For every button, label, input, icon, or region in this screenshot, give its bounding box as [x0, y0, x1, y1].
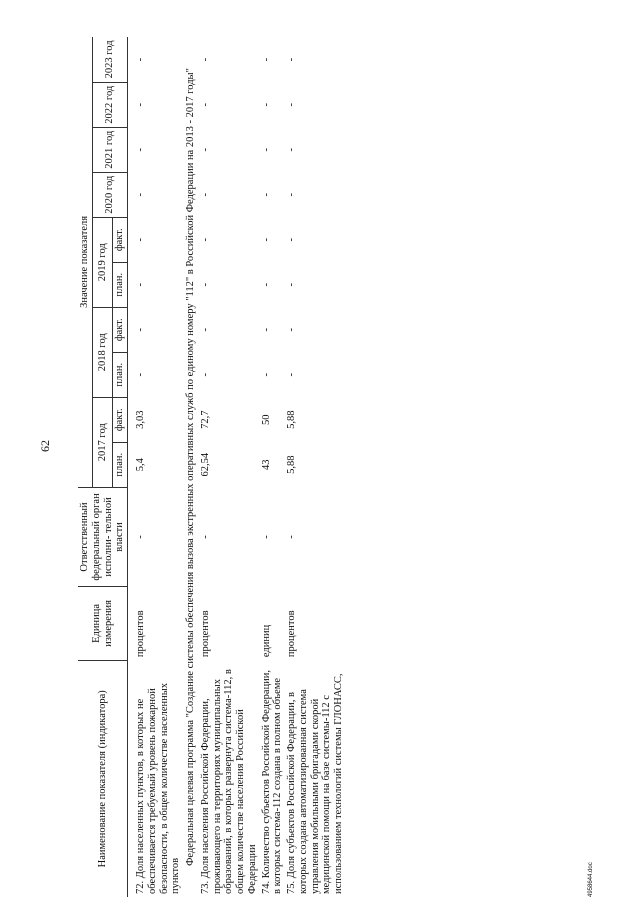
indicator-responsible: - — [260, 535, 272, 539]
page-number: 62 — [38, 440, 52, 452]
indicator-responsible: - — [199, 535, 211, 539]
value-cell: - — [135, 282, 146, 287]
value-cell: - — [199, 327, 211, 332]
value-cell: - — [286, 192, 297, 197]
value-cell: - — [135, 57, 146, 62]
document-code: 4958644.doc — [588, 862, 594, 897]
col-header-unit: Единица измерения — [78, 587, 128, 660]
value-cell: 62,54 — [199, 452, 211, 477]
value-cell: - — [286, 327, 297, 332]
indicator-name: 75. Доля субъектов Российской Федерации, в которых создана автоматизированная система управления мобильными бригадами скорой медицинской помощи на базе системы-112 с использованием технологий системы ГЛОНАСС, — [286, 673, 344, 894]
table-row — [199, 37, 260, 897]
fact-header: факт. — [113, 397, 128, 442]
indicator-unit: процентов — [135, 610, 146, 658]
indicator-unit: единиц — [260, 624, 272, 658]
value-cell: - — [260, 57, 272, 62]
value-cell: - — [260, 282, 272, 287]
value-cell: - — [135, 372, 146, 377]
plan-header: план. — [113, 352, 128, 397]
indicator-name: 74. Количество субъектов Российской Федерации, в которых система-112 создана в полном объеме — [260, 669, 284, 894]
col-header-name: Наименование показателя (индикатора) — [78, 660, 128, 897]
value-cell: - — [135, 102, 146, 107]
col-header-responsible: Ответственный федеральный орган исполни- тельной власти — [78, 487, 128, 586]
value-cell: - — [260, 327, 272, 332]
plan-header: план. — [113, 442, 128, 487]
value-cell: - — [199, 102, 211, 107]
fact-header: факт. — [113, 307, 128, 352]
indicator-name: 72. Доля населенных пунктов, в которых не обеспечивается требуемый уровень пожарной безопасности, в общем количестве населенных пунктов — [135, 682, 182, 894]
value-cell: - — [199, 57, 211, 62]
value-cell: 43 — [260, 459, 272, 470]
section-row — [183, 37, 199, 897]
value-cell: - — [286, 282, 297, 287]
value-cell: - — [260, 147, 272, 152]
value-cell: - — [286, 102, 297, 107]
value-cell: 5,4 — [135, 458, 146, 472]
value-cell: - — [286, 147, 297, 152]
year-2019-header: 2019 год — [92, 217, 113, 307]
indicator-responsible: - — [286, 535, 297, 539]
value-cell: - — [260, 192, 272, 197]
value-cell: - — [286, 237, 297, 242]
table-row — [260, 37, 286, 897]
year-2021-header: 2021 год — [92, 127, 127, 172]
value-cell: 72,7 — [199, 410, 211, 429]
indicators-table — [78, 37, 346, 897]
indicator-unit: процентов — [286, 610, 297, 658]
indicator-responsible: - — [135, 535, 146, 539]
table-row — [134, 37, 183, 897]
year-2018-header: 2018 год — [92, 307, 113, 397]
col-header-values: Значение показателя — [78, 37, 92, 487]
value-cell: - — [286, 372, 297, 377]
table-row — [285, 37, 346, 897]
value-cell: - — [199, 282, 211, 287]
indicator-name: 73. Доля населения Российской Федерации, проживающего на территориях муниципальных образований, в которых развернута система-112, в общем количестве населения Российской Федерации — [199, 669, 258, 894]
year-2022-header: 2022 год — [92, 82, 127, 127]
value-cell: - — [199, 237, 211, 242]
value-cell: - — [135, 327, 146, 332]
value-cell: 5,88 — [286, 455, 297, 474]
rotated-table-area — [78, 37, 578, 897]
value-cell: - — [135, 237, 146, 242]
plan-header: план. — [113, 262, 128, 307]
year-2017-header: 2017 год — [92, 397, 113, 487]
value-cell: - — [199, 192, 211, 197]
value-cell: - — [199, 147, 211, 152]
section-title: Федеральная целевая программа "Создание системы обеспечения вызова экстренных оперативных служб по единому номеру "112" в Российской Федерации на 2013 - 2017 годы" — [185, 68, 196, 866]
value-cell: - — [286, 57, 297, 62]
value-cell: 50 — [260, 414, 272, 425]
year-2023-header: 2023 год — [92, 37, 127, 82]
value-cell: - — [135, 147, 146, 152]
value-cell: - — [260, 102, 272, 107]
value-cell: 5,88 — [286, 410, 297, 429]
value-cell: - — [199, 372, 211, 377]
year-2020-header: 2020 год — [92, 172, 127, 217]
value-cell: - — [260, 237, 272, 242]
indicator-unit: процентов — [199, 610, 211, 658]
value-cell: 3,03 — [135, 410, 146, 429]
value-cell: - — [135, 192, 146, 197]
value-cell: - — [260, 372, 272, 377]
fact-header: факт. — [113, 217, 128, 262]
